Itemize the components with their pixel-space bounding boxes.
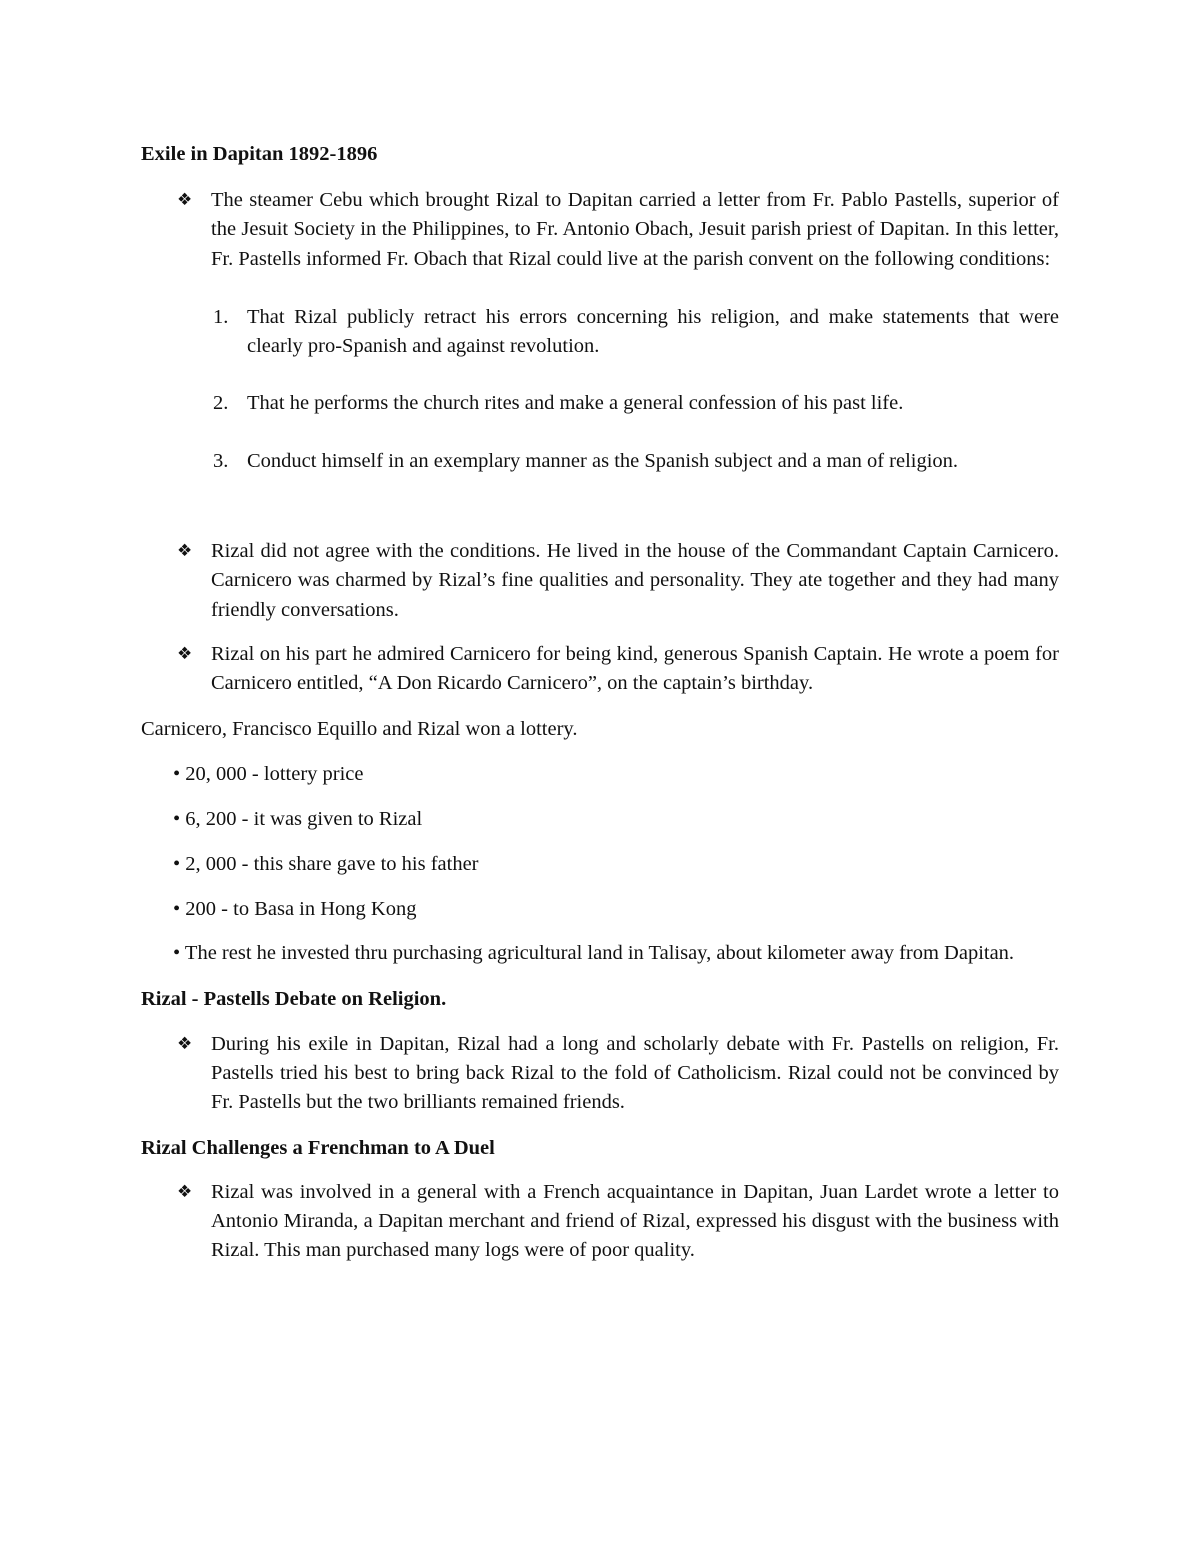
bullet-paragraph (141, 186, 1059, 274)
bullet-paragraph (141, 640, 1059, 699)
lottery-item: • 6, 200 - it was given to Rizal (173, 807, 423, 830)
bullet-text: During his exile in Dapitan, Rizal had a long and scholarly debate with Fr. Pastells on religion, Fr. Pastells tried his best to bring back Rizal to the fold of Catholicism. Rizal could not be convinced by Fr. Pastells but the two brilliants remained friends. (211, 1032, 1059, 1114)
diamond-bullet-icon: ❖ (177, 541, 193, 562)
numbered-condition (141, 447, 1059, 476)
bullet-paragraph (141, 1178, 1059, 1266)
section-heading-duel: Rizal Challenges a Frenchman to A Duel (141, 1136, 495, 1159)
diamond-bullet-icon: ❖ (177, 1033, 193, 1054)
diamond-bullet-icon: ❖ (177, 643, 193, 664)
numbered-condition (141, 389, 1059, 418)
bullet-text: Rizal on his part he admired Carnicero for being kind, generous Spanish Captain. He wrote a poem for Carnicero entitled, “A Don Ricardo Carnicero”, on the captain’s birthday. (211, 642, 1059, 695)
lottery-item: • 2, 000 - this share gave to his father (173, 852, 479, 875)
bullet-paragraph (141, 1030, 1059, 1118)
bullet-text: Rizal did not agree with the conditions. He lived in the house of the Commandant Captain Carnicero. Carnicero was charmed by Rizal’s fine qualities and personality. They ate together and they had many friendly conversations. (211, 540, 1059, 621)
document-page (141, 140, 1059, 1266)
lottery-item: • The rest he invested thru purchasing agricultural land in Talisay, about kilometer away from Dapitan. (173, 942, 1015, 965)
lottery-item: • 20, 000 - lottery price (173, 762, 364, 785)
condition-text: That Rizal publicly retract his errors concerning his religion, and make statements that were clearly pro-Spanish and against revolution. (247, 305, 1059, 358)
numbered-condition (141, 303, 1059, 362)
section-heading-exile: Exile in Dapitan 1892-1896 (141, 143, 378, 165)
bullet-paragraph (141, 537, 1059, 625)
lottery-item: • 200 - to Basa in Hong Kong (173, 897, 417, 920)
condition-number: 1. (213, 305, 229, 328)
condition-number: 2. (213, 392, 229, 415)
diamond-bullet-icon: ❖ (177, 190, 193, 210)
bullet-text: Rizal was involved in a general with a French acquaintance in Dapitan, Juan Lardet wrote a letter to Antonio Miranda, a Dapitan merchant and friend of Rizal, expressed his disgust with the business with Rizal. This man purchased many logs were of poor quality. (211, 1180, 1059, 1262)
lottery-intro: Carnicero, Francisco Equillo and Rizal won a lottery. (141, 717, 578, 740)
condition-text: Conduct himself in an exemplary manner as the Spanish subject and a man of religion. (247, 449, 959, 472)
bullet-text: The steamer Cebu which brought Rizal to Dapitan carried a letter from Fr. Pablo Pastells, superior of the Jesuit Society in the Philippines, to Fr. Antonio Obach, Jesuit parish priest of Dapitan. In this letter, Fr. Pastells informed Fr. Obach that Rizal could live at the parish convent on the following conditions: (211, 189, 1059, 270)
diamond-bullet-icon: ❖ (177, 1181, 193, 1202)
condition-number: 3. (213, 449, 229, 472)
condition-text: That he performs the church rites and make a general confession of his past life. (247, 392, 904, 415)
section-heading-debate: Rizal - Pastells Debate on Religion. (141, 987, 447, 1010)
